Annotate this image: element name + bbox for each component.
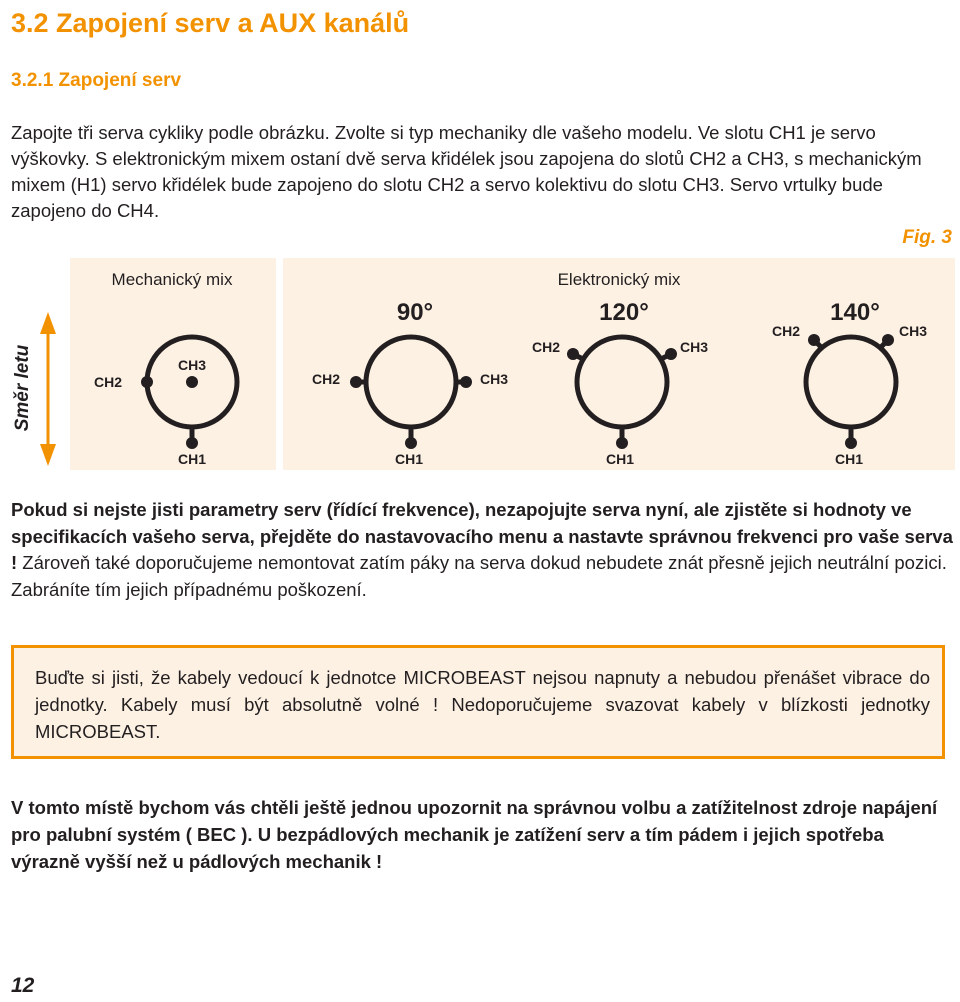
- ch2-label: CH2: [771, 323, 801, 339]
- cable-note-text: Buďte si jisti, že kabely vedoucí k jednotce MICROBEAST nejsou napnuty a nebudou přenášet vibrace do jednotky. Kabely musí být absolutně volné ! Nedoporučujeme svazovat kabely v blízkosti jednotky MICROBEAST.: [35, 667, 930, 742]
- direction-label: Směr letu: [12, 344, 33, 432]
- page-number: 12: [11, 974, 35, 997]
- ch1-label: CH1: [394, 451, 424, 467]
- angle-label-90: 90°: [396, 299, 434, 326]
- warning-bold-text: Pokud si nejste jisti parametry serv (řídící frekvence), nezapojujte serva nyní, ale zjistěte si hodnoty ve specifikacích vašeho serva, přejděte do nastavovacího menu a nastavte správnou frekvenci pro vaše serva !: [11, 499, 953, 573]
- ch1-label: CH1: [605, 451, 635, 467]
- ch1-label: CH1: [834, 451, 864, 467]
- angle-label-140: 140°: [830, 299, 880, 326]
- figure-label: Fig. 3: [902, 227, 952, 248]
- ch2-label: CH2: [311, 371, 341, 387]
- angle-label-120: 120°: [599, 299, 649, 326]
- servo-frequency-warning: [11, 497, 955, 603]
- ch3-label: CH3: [479, 371, 509, 387]
- section-heading: 3.2 Zapojení serv a AUX kanálů: [11, 8, 410, 38]
- electronic-mix-title: Elektronický mix: [557, 270, 681, 289]
- ch3-pin-center: [186, 376, 198, 388]
- ch3-label: CH3: [177, 357, 207, 373]
- ch2-label: CH2: [531, 339, 561, 355]
- ch3-label: CH3: [898, 323, 928, 339]
- mechanical-mix-title: Mechanický mix: [111, 270, 233, 289]
- bec-note: V tomto místě bychom vás chtěli ještě jednou upozornit na správnou volbu a zatížitelnost zdroje napájení pro palubní systém ( BEC ). U bezpádlových mechanik je zatížení serv a tím pádem i jejich spotřeba výrazně vyšší než u pádlových mechanik !: [11, 797, 938, 872]
- cable-note-box: [11, 645, 945, 759]
- ch3-label: CH3: [679, 339, 709, 355]
- servo-wiring-diagram: [0, 250, 960, 474]
- intro-paragraph: Zapojte tři serva cykliky podle obrázku. Zvolte si typ mechaniky dle vašeho modelu. Ve slotu CH1 je servo výškovky. S elektronickým mixem ostaní dvě serva křidélek jsou zapojena do slotů CH2 a CH3, s mechanickým mixem (H1) servo křidélek bude zapojeno do slotu CH2 a servo kolektivu do slotu CH3. Servo vrtulky bude zapojeno do CH4.: [11, 122, 922, 221]
- warning-normal-text: Zároveň také doporučujeme nemontovat zatím páky na serva dokud nebudete znát přesně jejich neutrální pozici. Zabráníte tím jejich případnému poškození.: [11, 552, 947, 600]
- subsection-heading: 3.2.1 Zapojení serv: [11, 70, 182, 91]
- mechanical-mix-panel: [70, 258, 276, 470]
- ch2-label: CH2: [93, 374, 123, 390]
- ch1-label: CH1: [177, 451, 207, 467]
